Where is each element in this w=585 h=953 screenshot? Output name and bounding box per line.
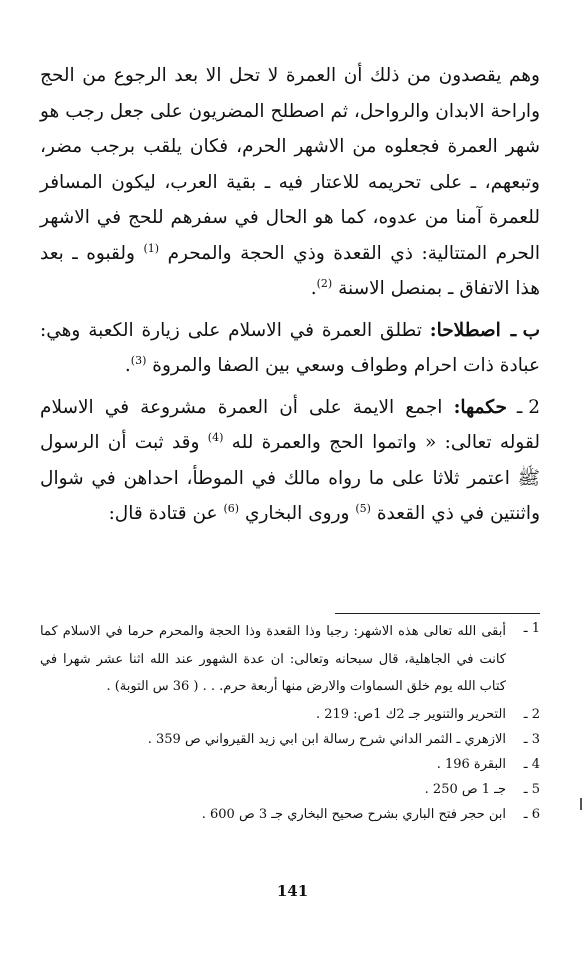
footnote-text: ابن حجر فتح الباري بشرح صحيح البخاري جـ 3 ص 600 . bbox=[201, 806, 506, 822]
paragraph-3 bbox=[40, 390, 540, 532]
footnote-separator bbox=[335, 613, 540, 614]
paragraph-2-number: ب ـ bbox=[510, 319, 540, 341]
footnotes bbox=[40, 618, 540, 829]
footnote-text: الازهري ـ الثمر الداني شرح رسالة ابن ابي زيد القيرواني ص 359 . bbox=[147, 731, 506, 747]
scan-mark bbox=[580, 798, 582, 810]
paragraph-1 bbox=[40, 58, 540, 307]
paragraph-2-text: تطلق العمرة في الاسلام على زيارة الكعبة وهي: عبادة ذات احرام وطواف وسعي بين الصفا والمروة bbox=[40, 319, 540, 376]
paragraph-2-end: . bbox=[124, 355, 131, 376]
paragraph-3-text-3: وروى البخاري bbox=[244, 503, 350, 524]
footnote-text: البقرة 196 . bbox=[436, 756, 506, 772]
footnote-number: 4 ـ bbox=[523, 756, 540, 772]
footnote-5 bbox=[40, 779, 540, 801]
footnote-text: أبقى الله تعالى هذه الاشهر: رجبا وذا القعدة وذا الحجة والمحرم حرما في الاسلام كما كانت في الجاهلية، قال سبحانه وتعالى: ان عدة الشهور عند الله اثنا عشر شهرا في كتاب الله يوم خلق السماوات والارض منها أربعة حرم. . . ( 36 س التوبة) . bbox=[40, 624, 506, 694]
footnote-1 bbox=[40, 618, 540, 701]
paragraph-3-term: حكمها: bbox=[453, 396, 507, 418]
main-text bbox=[40, 58, 540, 532]
paragraph-3-number: 2 ـ bbox=[516, 396, 540, 418]
footnote-number: 1 ـ bbox=[523, 621, 540, 636]
footnote-number: 2 ـ bbox=[523, 706, 540, 722]
footnote-ref-1: (1) bbox=[143, 241, 160, 255]
paragraph-3-text-4: عن قتادة قال: bbox=[108, 503, 218, 524]
paragraph-2-term: اصطلاحا: bbox=[429, 319, 501, 341]
footnote-text: جـ 1 ص 250 . bbox=[424, 781, 506, 797]
footnote-ref-6: (6) bbox=[223, 501, 240, 515]
footnote-ref-4: (4) bbox=[207, 430, 224, 444]
paragraph-1-text: وهم يقصدون من ذلك أن العمرة لا تحل الا بعد الرجوع من الحج واراحة الابدان والرواحل، ثم اصطلح المضريون على جعل رجب هو شهر العمرة فجعلوه من الاشهر الحرم، فكان يلقب برجب مضر، وتبعهم، ـ على تحريمه للاعتار فيه ـ بقية العرب، ليكون المسافر للعمرة آمنا من عدوه، كما هو الحال في سفرهم للحج في الاشهر الحرم المتتالية: ذي القعدة وذي الحجة والمحرم bbox=[40, 65, 540, 264]
paragraph-2 bbox=[40, 313, 540, 384]
footnote-3 bbox=[40, 729, 540, 751]
footnote-ref-5: (5) bbox=[355, 501, 371, 515]
footnote-ref-3: (3) bbox=[130, 353, 147, 367]
footnote-4 bbox=[40, 754, 540, 776]
paragraph-1-end: . bbox=[310, 278, 317, 299]
footnote-2 bbox=[40, 704, 540, 726]
footnote-number: 6 ـ bbox=[523, 806, 540, 822]
footnote-ref-2: (2) bbox=[316, 276, 333, 290]
paragraph-1-text-2: ولقبوه ـ بعد هذا الاتفاق ـ بمنصل الاسنة bbox=[40, 242, 540, 299]
footnote-number: 3 ـ bbox=[523, 731, 540, 747]
footnote-number: 5 ـ bbox=[523, 781, 540, 797]
paragraph-3-text-2: وقد ثبت أن الرسول ﷺ اعتمر ثلاثا على ما رواه مالك في الموطأ، احداهن في شوال واثنتين في ذي القعدة bbox=[40, 432, 540, 524]
footnote-text: التحرير والتنوير جـ 2ك 1ص: 219 . bbox=[315, 706, 506, 722]
paragraph-3-text: اجمع الايمة على أن العمرة مشروعة في الاسلام لقوله تعالى: « واتموا الحج والعمرة لله bbox=[40, 396, 540, 453]
page-number: 141 bbox=[276, 882, 309, 900]
footnote-6 bbox=[40, 804, 540, 826]
